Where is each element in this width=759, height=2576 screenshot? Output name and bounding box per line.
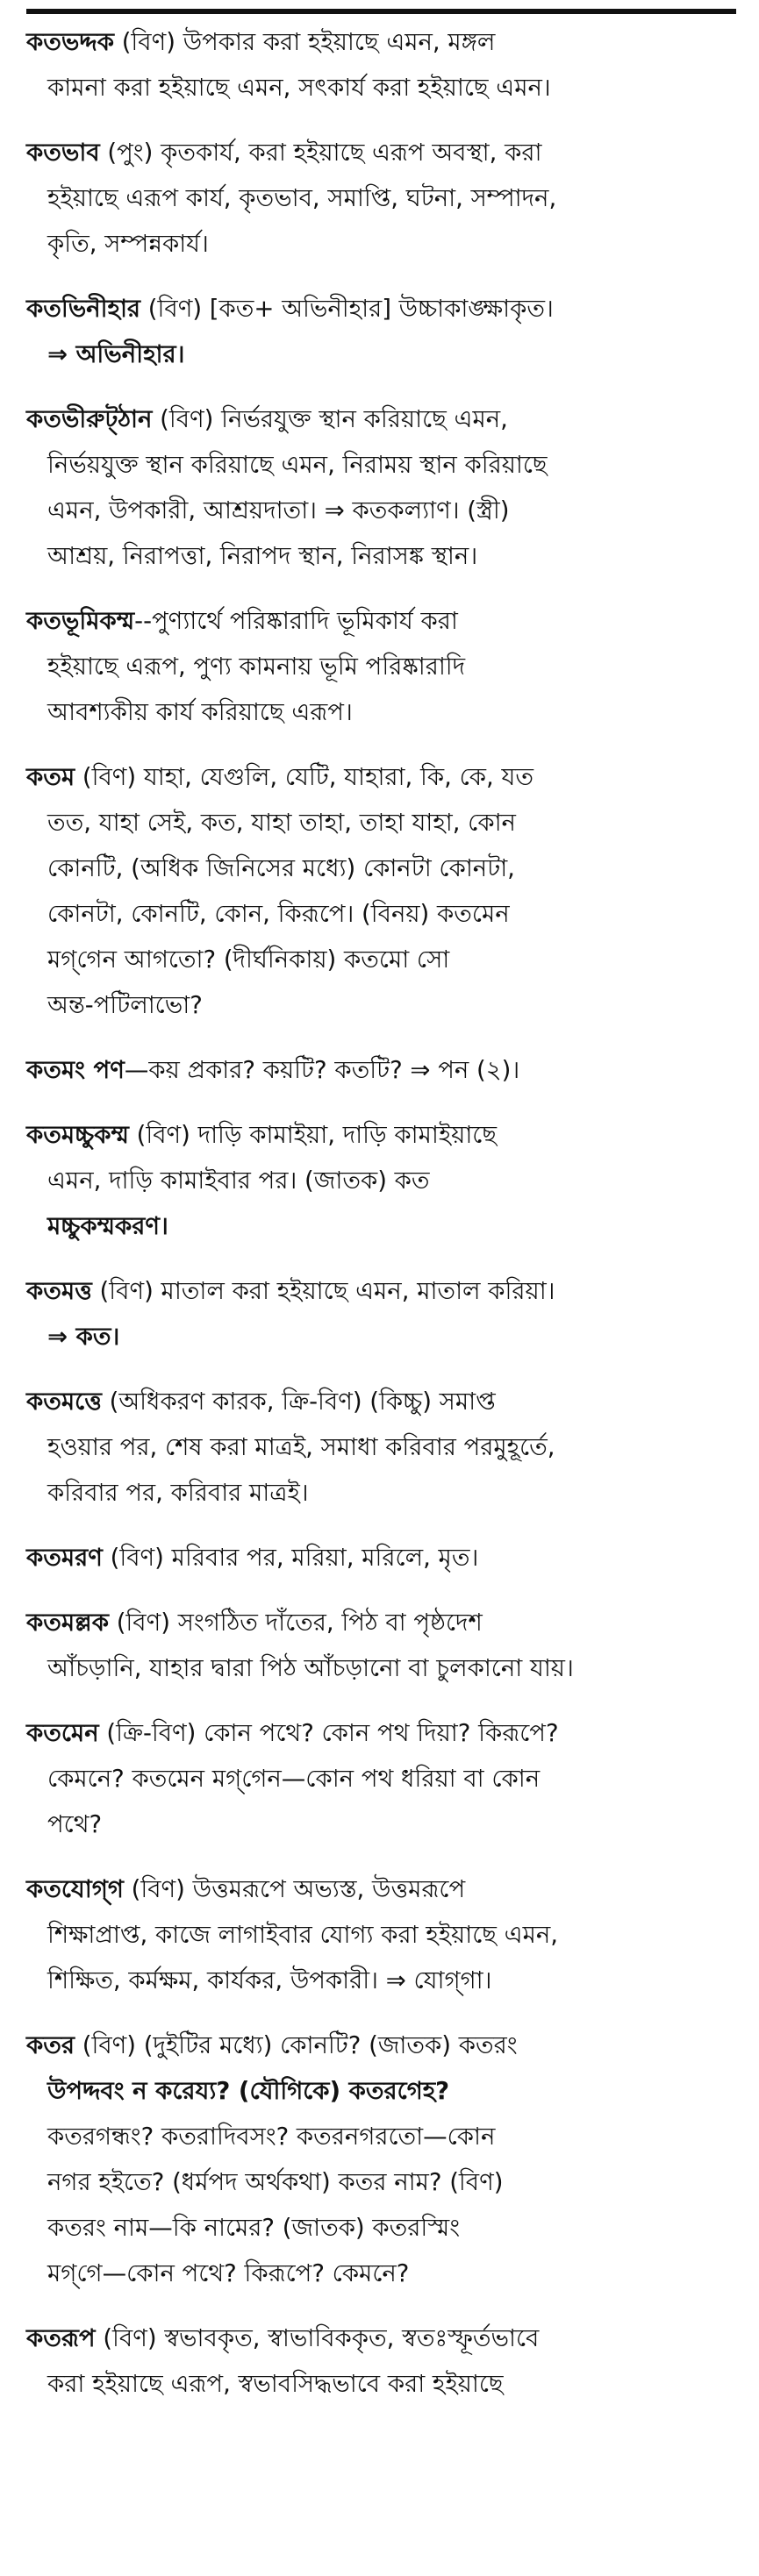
headword: কতভিনীহার <box>26 295 141 323</box>
definition-line: কোনটি, (অধিক জিনিসের মধ্যে) কোনটা কোনটা, <box>47 854 515 882</box>
definition-line: (বিণ) (দুইটির মধ্যে) কোনটি? (জাতক) কতরং <box>75 2031 518 2059</box>
headword: কতরূপ <box>26 2324 96 2352</box>
headword: কতমত্তে <box>26 1388 102 1416</box>
definition-line: করা হইয়াছে এরূপ, স্বভাবসিদ্ধভাবে করা হইয়াছে <box>47 2370 504 2398</box>
definition-line: উপদ্দবং ন করেয্য? (যৌগিকে) কতরগেহ? <box>47 2077 450 2105</box>
definition-line: (বিণ) মাতাল করা হইয়াছে এমন, মাতাল করিয়া। <box>91 1277 555 1305</box>
definition-line: শিক্ষিত, কর্মক্ষম, কার্যকর, উপকারী। ⇒ যোগ্‌গা। <box>47 1966 492 1994</box>
headword: কতম <box>26 763 75 791</box>
top-rule <box>26 9 736 14</box>
definition-line: মগ্‌গে—কোন পথে? কিরূপে? কেমনে? <box>47 2259 410 2287</box>
dictionary-entry <box>26 598 736 735</box>
definition-line: এমন, উপকারী, আশ্রয়দাতা। ⇒ কতকল্যাণ। (স্ত্রী) <box>47 496 510 524</box>
definition-line: আঁচড়ানি, যাহার দ্বারা পিঠ আঁচড়ানো বা চুলকানো যায়। <box>47 1654 574 1682</box>
cross-reference: ⇒ অভিনীহার। <box>47 340 185 368</box>
definition-line: অন্ত-পটিলাভো? <box>47 991 203 1019</box>
headword: কতযোগ্‌গ <box>26 1875 124 1903</box>
definition-line: (বিণ) দাড়ি কামাইয়া, দাড়ি কামাইয়াছে <box>128 1121 498 1149</box>
definition-line: শিক্ষাপ্রাপ্ত, কাজে লাগাইবার যোগ্য করা হইয়াছে এমন, <box>47 1921 559 1949</box>
definition-line: কতরং নাম—কি নামের? (জাতক) কতরস্মিং <box>47 2214 461 2242</box>
definition-line: আবশ্যকীয় কার্য করিয়াছে এরূপ। <box>47 698 353 726</box>
dictionary-entry <box>26 19 736 111</box>
definition-line: (বিণ) মরিবার পর, মরিয়া, মরিলে, মৃত। <box>102 1544 479 1572</box>
headword: কতমল্লক <box>26 1609 109 1637</box>
dictionary-entry <box>26 1379 736 1516</box>
definition-line: আশ্রয়, নিরাপত্তা, নিরাপদ স্থান, নিরাসঙ্ক স্থান। <box>47 542 478 570</box>
definition-line: (বিণ) [কত+ অভিনীহার] উচ্চাকাঙ্ক্ষাকৃত। <box>140 295 554 323</box>
dictionary-entry <box>26 1535 736 1581</box>
definition-line: --পুণ্যার্থে পরিষ্কারাদি ভূমিকার্য করা <box>134 607 458 635</box>
definition-line: (বিণ) উত্তমরূপে অভ্যস্ত, উত্তমরূপে <box>123 1875 466 1903</box>
headword: কতভদ্দক <box>26 28 114 56</box>
dictionary-entry <box>26 1047 736 1093</box>
definition-line: হইয়াছে এরূপ কার্য, কৃতভাব, সমাপ্তি, ঘটনা, সম্পাদন, <box>47 184 557 212</box>
dictionary-entry <box>26 396 736 579</box>
cross-reference: ⇒ কত। <box>47 1323 120 1351</box>
dictionary-entry <box>26 754 736 1028</box>
definition-line: কৃতি, সম্পন্নকার্য। <box>47 230 209 258</box>
headword: কতভীরুট্‌ঠান <box>26 405 153 433</box>
definition-line: নির্ভয়যুক্ত স্থান করিয়াছে এমন, নিরাময় স্থান করিয়াছে <box>47 451 548 479</box>
definition-line: (অধিকরণ কারক, ক্রি-বিণ) (কিচ্চু) সমাপ্ত <box>101 1388 496 1416</box>
definition-line: কামনা করা হইয়াছে এমন, সৎকার্য করা হইয়াছে এমন। <box>47 74 551 102</box>
definition-line: তত, যাহা সেই, কত, যাহা তাহা, তাহা যাহা, কোন <box>47 809 516 837</box>
dictionary-entry <box>26 286 736 377</box>
dictionary-entry <box>26 1600 736 1691</box>
definition-line: করিবার পর, করিবার মাত্রই। <box>47 1479 309 1507</box>
definition-line: (বিণ) উপকার করা হইয়াছে এমন, মঙ্গল <box>113 28 496 56</box>
definition-line: পথে? <box>47 1810 103 1838</box>
dictionary-entry <box>26 1866 736 2003</box>
headword: কতভাব <box>26 139 100 167</box>
definition-line: (পুং) কৃতকার্য, করা হইয়াছে এরূপ অবস্থা, করা <box>99 139 542 167</box>
definition-line: (বিণ) স্বভাবকৃত, স্বাভাবিককৃত, স্বতঃস্ফূর্তভাবে <box>95 2324 540 2352</box>
definition-line: (বিণ) সংগঠিত দাঁতের, পিঠ বা পৃষ্ঠদেশ <box>108 1609 483 1637</box>
definition-line: কেমনে? কতমেন মগ্‌গেন—কোন পথ ধরিয়া বা কোন <box>47 1765 541 1793</box>
definition-line: মচ্চুকম্মকরণ। <box>47 1212 168 1240</box>
headword: কতমত্ত <box>26 1277 92 1305</box>
definition-line: কোনটা, কোনটি, কোন, কিরূপে। (বিনয়) কতমেন <box>47 900 510 928</box>
definition-line: এমন, দাড়ি কামাইবার পর। (জাতক) কত <box>47 1167 430 1195</box>
definition-line: কতরগন্ধং? কতরাদিবসং? কতরনগরতো—কোন <box>47 2123 496 2151</box>
definition-line: হওয়ার পর, শেষ করা মাত্রই, সমাধা করিবার পরমুহূর্তে, <box>47 1433 555 1461</box>
dictionary-entry <box>26 2316 736 2407</box>
headword: কতর <box>26 2031 75 2059</box>
headword: কতমং পণ <box>26 1056 125 1084</box>
headword: কতমচ্চুকম্ম <box>26 1121 129 1149</box>
headword: কতভূমিকম্ম <box>26 607 135 635</box>
headword: কতমরণ <box>26 1544 103 1572</box>
definition-line: হইয়াছে এরূপ, পুণ্য কামনায় ভূমি পরিষ্কারাদি <box>47 653 466 681</box>
dictionary-entry <box>26 1710 736 1847</box>
definition-line: (বিণ) যাহা, যেগুলি, যেটি, যাহারা, কি, কে, যত <box>75 763 533 791</box>
definition-line: (ক্রি-বিণ) কোন পথে? কোন পথ দিয়া? কিরূপে? <box>98 1719 559 1747</box>
dictionary-entry <box>26 1112 736 1249</box>
dictionary-entry <box>26 1268 736 1359</box>
definition-line: নগর হইতে? (ধর্মপদ অর্থকথা) কতর নাম? (বিণ) <box>47 2168 504 2196</box>
dictionary-entry <box>26 2023 736 2296</box>
definition-line: —কয় প্রকার? কয়টি? কতটি? ⇒ পন (২)। <box>124 1056 520 1084</box>
definition-line: (বিণ) নির্ভরযুক্ত স্থান করিয়াছে এমন, <box>152 405 508 433</box>
dictionary-entry <box>26 130 736 267</box>
headword: কতমেন <box>26 1719 99 1747</box>
definition-line: মগ্‌গেন আগতো? (দীর্ঘনিকায়) কতমো সো <box>47 945 450 974</box>
